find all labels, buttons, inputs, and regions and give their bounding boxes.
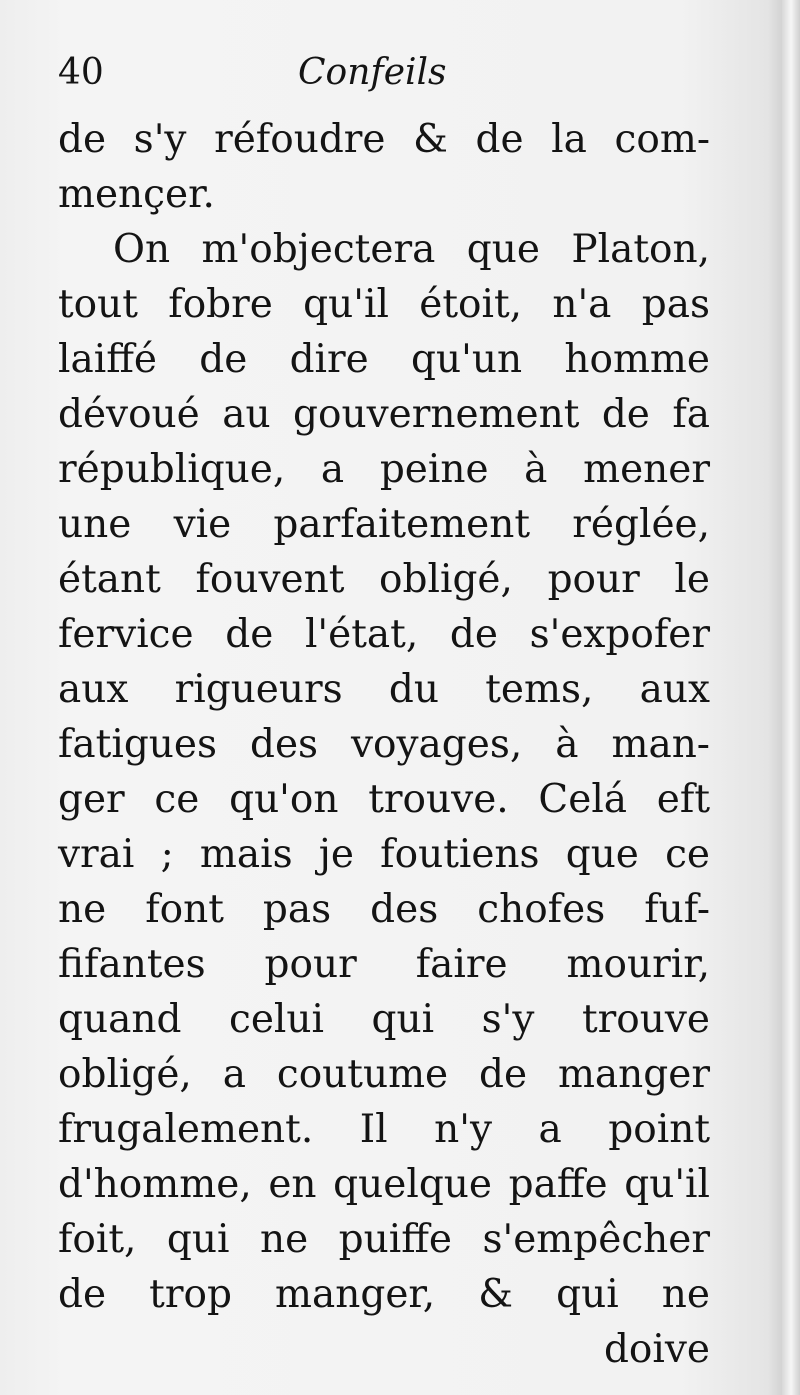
- text-line: étant fouvent obligé, pour le: [58, 557, 710, 602]
- text-line: aux rigueurs du tems, aux: [58, 667, 710, 712]
- text-line: laiffé de dire qu'un homme: [58, 337, 710, 382]
- text-line: république, a peine à mener: [58, 447, 710, 492]
- text-line: foit, qui ne puiffe s'empêcher: [58, 1217, 710, 1262]
- text-line: obligé, a coutume de manger: [58, 1052, 710, 1097]
- text-line: frugalement. Il n'y a point: [58, 1107, 710, 1152]
- text-line: ne font pas des chofes fuf-: [58, 887, 710, 932]
- text-line: une vie parfaitement réglée,: [58, 502, 710, 547]
- text-line: fatigues des voyages, à man-: [58, 722, 710, 767]
- catchword: doive: [603, 1327, 710, 1372]
- text-line: d'homme, en quelque paffe qu'il: [58, 1162, 710, 1207]
- text-line: On m'objectera que Platon,: [113, 227, 710, 272]
- running-head: [58, 52, 478, 102]
- text-line: fifantes pour faire mourir,: [58, 942, 710, 987]
- text-line: fervice de l'état, de s'expofer: [58, 612, 710, 657]
- page-number: 40: [58, 52, 104, 93]
- text-line: de trop manger, & qui ne: [58, 1272, 710, 1317]
- running-title: Confeils: [298, 52, 447, 93]
- text-line: mençer.: [58, 172, 215, 217]
- text-line: dévoué au gouvernement de fa: [58, 392, 710, 437]
- page-edge: [782, 0, 800, 1395]
- text-line: vrai ; mais je foutiens que ce: [58, 832, 710, 877]
- text-line: ger ce qu'on trouve. Celá eft: [58, 777, 710, 822]
- body-text: [58, 112, 710, 1377]
- text-line: de s'y réfoudre & de la com-: [58, 117, 710, 162]
- text-line: tout fobre qu'il étoit, n'a pas: [58, 282, 710, 327]
- text-line: quand celui qui s'y trouve: [58, 997, 710, 1042]
